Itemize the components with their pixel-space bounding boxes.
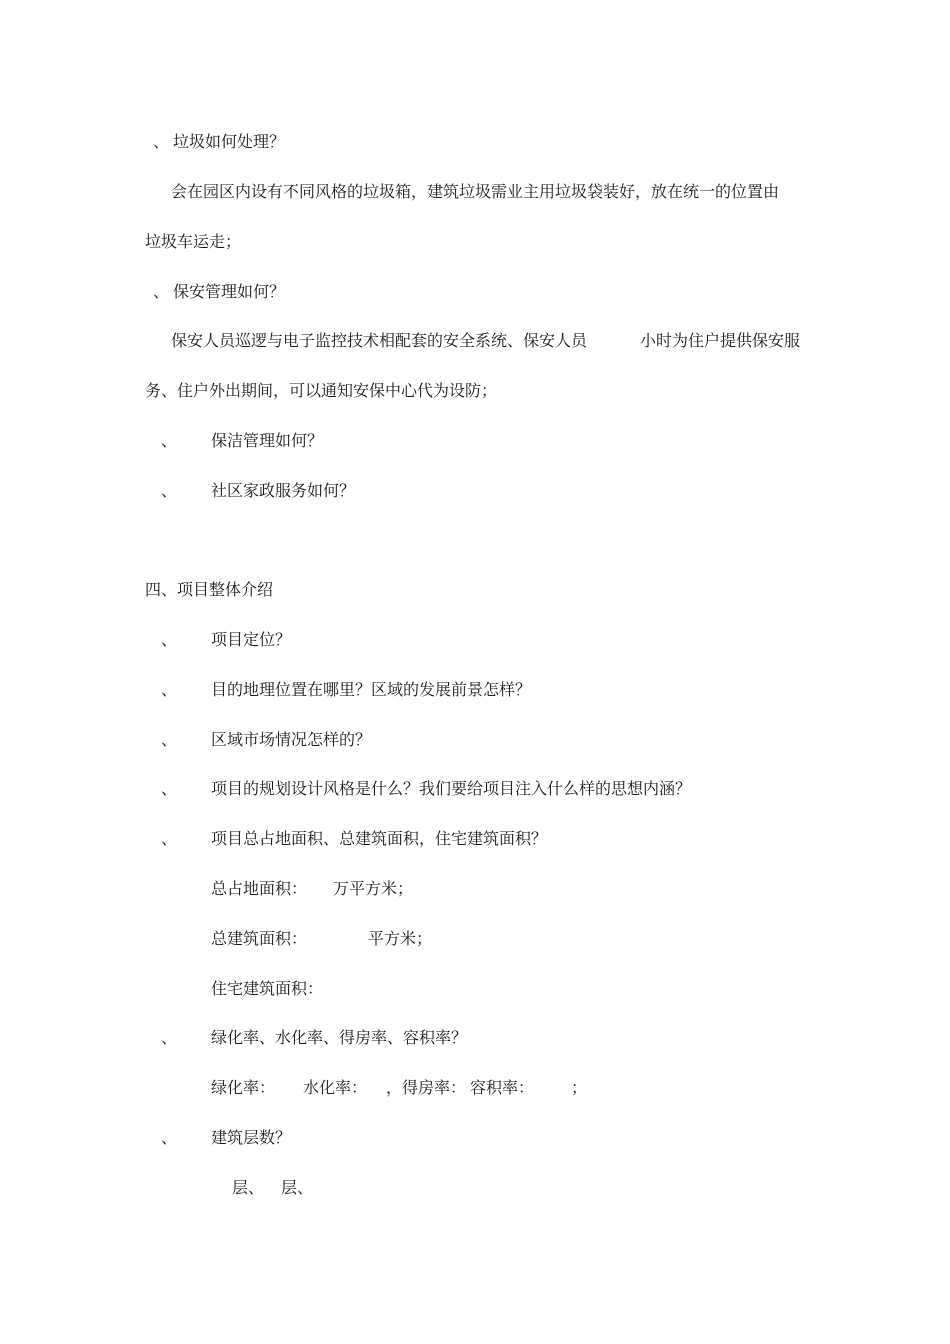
question-floors: 建筑层数？	[211, 1128, 292, 1147]
area-residential-label: 住宅建筑面积：	[211, 979, 324, 998]
paragraph-security-line-2: 务、住户外出期间，可以通知安保中心代为设防；	[145, 381, 498, 400]
area-total-build-unit: 平方米；	[368, 929, 433, 948]
question-cleaning: 保洁管理如何？	[211, 431, 324, 450]
list-marker: 、	[161, 829, 178, 848]
section-heading: 四、项目整体介绍	[145, 580, 274, 599]
list-marker: 、	[153, 282, 170, 301]
question-garbage: 垃圾如何处理？	[173, 132, 286, 151]
question-design: 项目的规划设计风格是什么？我们要给项目注入什么样的思想内涵？	[211, 779, 692, 798]
list-marker: 、	[161, 1028, 178, 1047]
list-marker: 、	[153, 132, 170, 151]
question-area: 项目总占地面积、总建筑面积，住宅建筑面积？	[211, 829, 548, 848]
rate-far-label: 容积率：	[470, 1078, 535, 1097]
list-marker: 、	[161, 431, 178, 450]
question-security: 保安管理如何？	[173, 282, 286, 301]
question-market: 区域市场情况怎样的？	[211, 730, 372, 749]
list-marker: 、	[161, 779, 178, 798]
list-marker: 、	[161, 680, 178, 699]
question-positioning: 项目定位？	[211, 630, 292, 649]
floors-a: 层、	[232, 1178, 265, 1197]
rate-green-label: 绿化率：	[211, 1078, 276, 1097]
question-rates: 绿化率、水化率、得房率、容积率？	[211, 1028, 468, 1047]
paragraph-security-line-1b: 小时为住户提供保安服	[640, 331, 801, 350]
paragraph-security-line-1a: 保安人员巡逻与电子监控技术相配套的安全系统、保安人员	[171, 331, 588, 350]
list-marker: 、	[161, 1128, 178, 1147]
area-total-land-label: 总占地面积：	[211, 879, 308, 898]
paragraph-garbage-line-1: 会在园区内设有不同风格的垃圾箱，建筑垃圾需业主用垃圾袋装好，放在统一的位置由	[171, 182, 780, 201]
list-marker: 、	[161, 630, 178, 649]
list-marker: 、	[161, 481, 178, 500]
rate-end-punct: ；	[571, 1078, 588, 1097]
rate-efficiency-label: ，得房率：	[386, 1078, 467, 1097]
floors-b: 层、	[281, 1178, 314, 1197]
area-total-land-unit: 万平方米；	[333, 879, 414, 898]
list-marker: 、	[161, 730, 178, 749]
area-total-build-label: 总建筑面积：	[211, 929, 308, 948]
paragraph-garbage-line-2: 垃圾车运走；	[145, 232, 242, 251]
question-location: 目的地理位置在哪里？区域的发展前景怎样？	[211, 680, 532, 699]
rate-water-label: 水化率：	[303, 1078, 368, 1097]
question-housekeeping: 社区家政服务如何？	[211, 481, 356, 500]
